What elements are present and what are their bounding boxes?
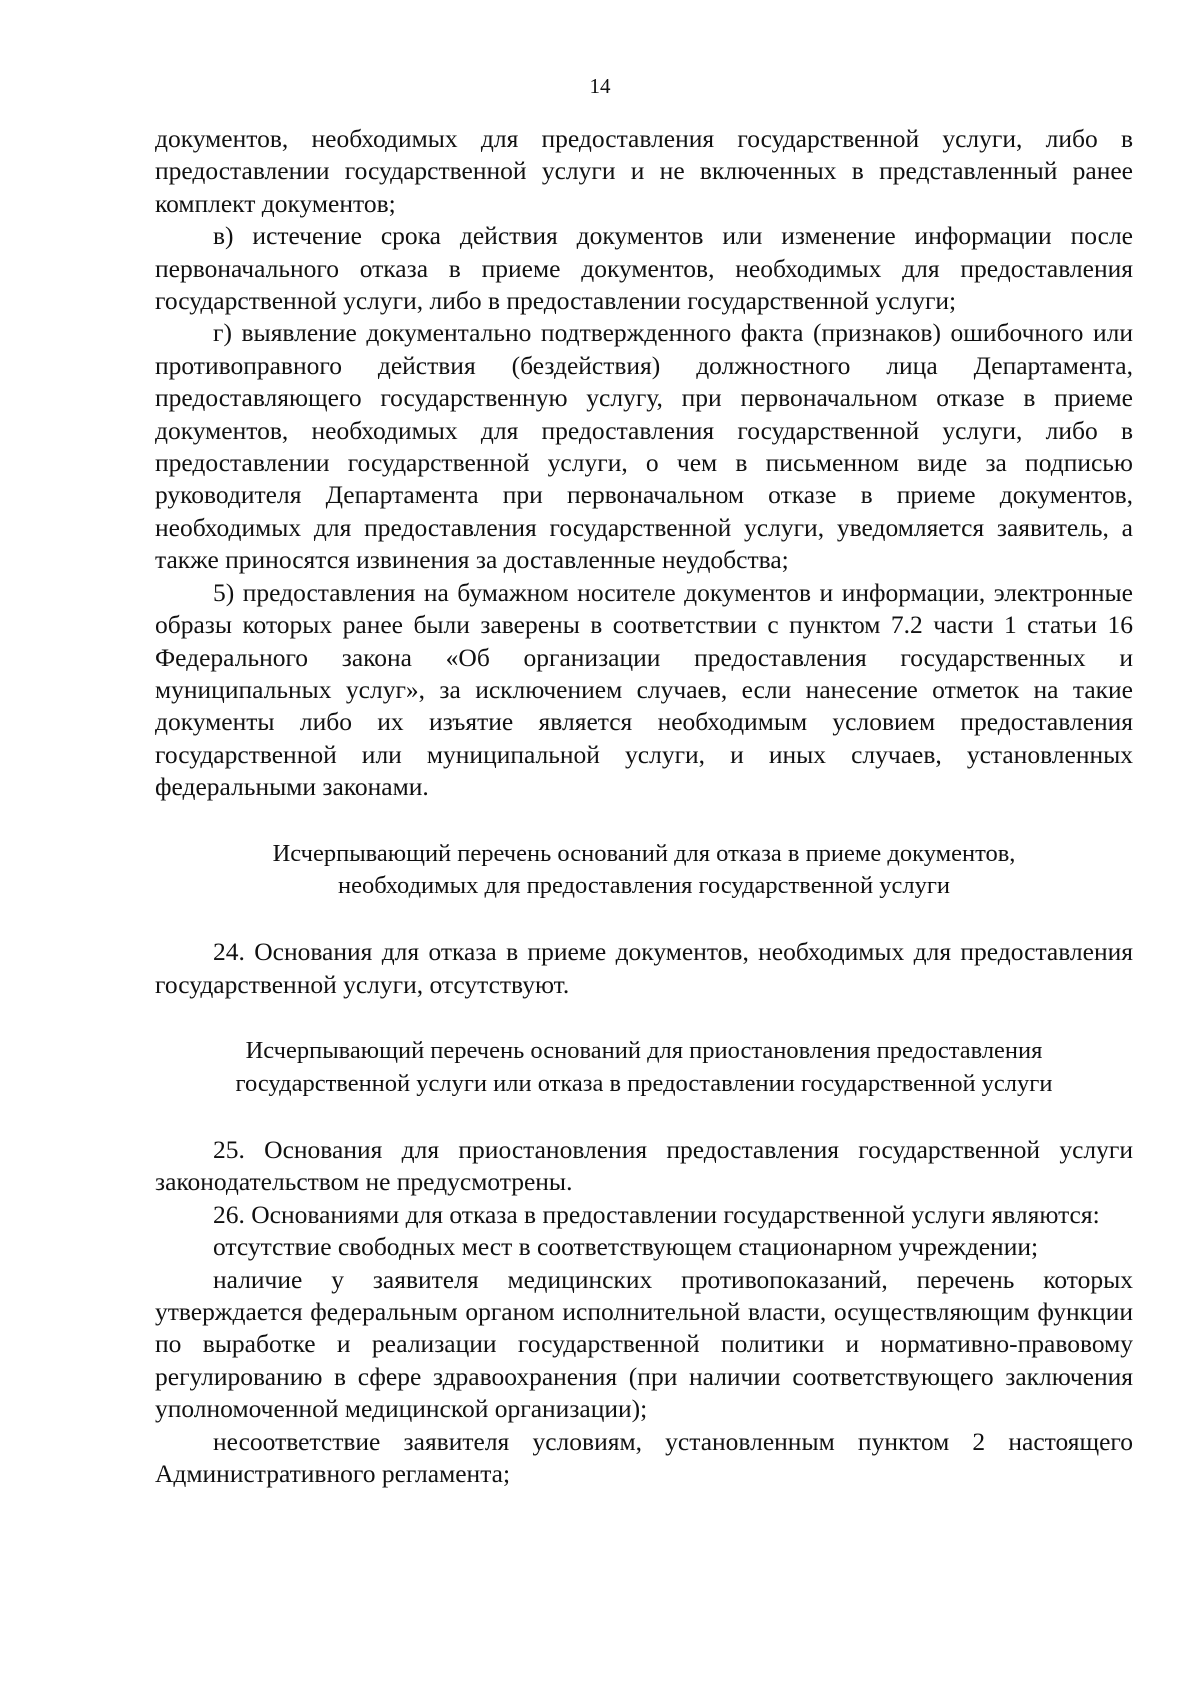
document-body <box>155 123 1133 1490</box>
paragraph-continuation: документов, необходимых для предоставления государственной услуги, либо в предоставлении государственной услуги и не включенных в представленный ранее комплект документов; <box>155 124 1133 218</box>
heading-line: Исчерпывающий перечень оснований для отказа в приеме документов, <box>272 839 1016 867</box>
spacer <box>155 902 1133 936</box>
paragraph-medical-contraindications: наличие у заявителя медицинских противопоказаний, перечень которых утверждается федеральным органом исполнительной власти, осуществляющим функции по выработке и реализации государственной политики и нормативно-правовому регулированию в сфере здравоохранения (при наличии соответствующего заключения уполномоченной медицинской организации); <box>155 1264 1133 1424</box>
section-heading-refusal-acceptance <box>155 838 1133 903</box>
paragraph-no-free-places: отсутствие свободных мест в соответствующем стационарном учреждении; <box>213 1232 1039 1262</box>
heading-line: Исчерпывающий перечень оснований для приостановления предоставления <box>245 1037 1043 1065</box>
paragraph-nonconformity: несоответствие заявителя условиям, установленным пунктом 2 настоящего Административного регламента; <box>155 1426 1133 1489</box>
spacer <box>155 1001 1133 1035</box>
paragraph-item-g: г) выявление документально подтвержденного факта (признаков) ошибочного или противоправного действия (бездействия) должностного лица Департамента, предоставляющего государственную услугу, при первоначальном отказе в приеме документов, необходимых для предоставления государственной услуги, либо в предоставлении государственной услуги, о чем в письменном виде за подписью руководителя Департамента при первоначальном отказе в приеме документов, необходимых для предоставления государственной услуги, уведомляется заявитель, а также приносятся извинения за доставленные неудобства; <box>155 318 1133 575</box>
paragraph-24: 24. Основания для отказа в приеме документов, необходимых для предоставления государственной услуги, отсутствуют. <box>155 937 1133 999</box>
heading-line: необходимых для предоставления государственной услуги <box>337 871 951 899</box>
section-heading-suspension-refusal <box>155 1035 1133 1100</box>
spacer <box>155 804 1133 838</box>
paragraph-25: 25. Основания для приостановления предоставления государственной услуги законодательством не предусмотрены. <box>155 1134 1133 1197</box>
paragraph-26: 26. Основаниями для отказа в предоставлении государственной услуги являются: <box>213 1199 1100 1229</box>
spacer <box>155 1100 1133 1134</box>
paragraph-item-v: в) истечение срока действия документов или изменение информации после первоначального отказа в приеме документов, необходимых для предоставления государственной услуги, либо в предоставлении государственной услуги; <box>155 221 1133 316</box>
paragraph-item-5: 5) предоставления на бумажном носителе документов и информации, электронные образы которых ранее были заверены в соответствии с пунктом 7.2 части 1 статьи 16 Федерального закона «Об организации предоставления государственных и муниципальных услуг», за исключением случаев, если нанесение отметок на такие документы либо их изъятие является необходимым условием предоставления государственной или муниципальной услуги, и иных случаев, установленных федеральными законами. <box>155 577 1133 802</box>
heading-line: государственной услуги или отказа в предоставлении государственной услуги <box>235 1069 1053 1097</box>
page-number: 14 <box>589 74 611 98</box>
